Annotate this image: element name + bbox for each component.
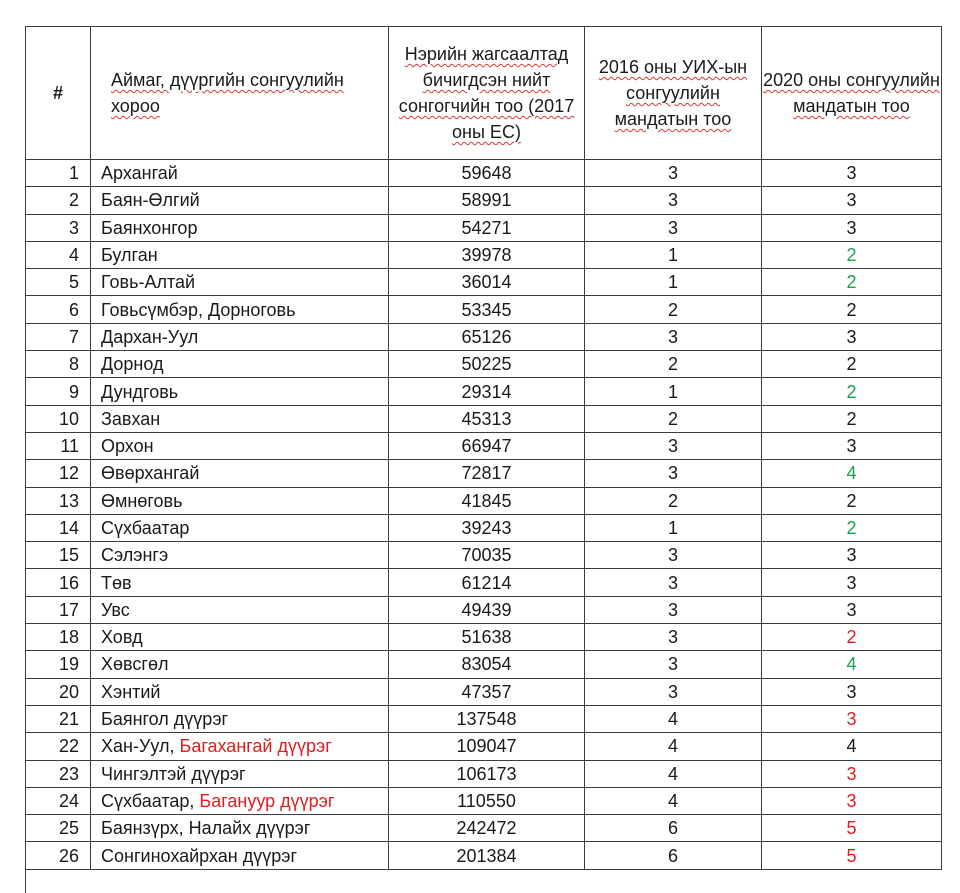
- row-number: 23: [26, 760, 91, 787]
- row-voter-count: 72817: [389, 460, 585, 487]
- row-number: 10: [26, 405, 91, 432]
- row-number: 2: [26, 187, 91, 214]
- row-mandates-2016: 3: [585, 651, 762, 678]
- committee-name-text: Өмнөговь: [101, 490, 183, 511]
- row-mandates-2016: 3: [585, 624, 762, 651]
- row-number: 26: [26, 842, 91, 869]
- row-mandates-2020: 4: [762, 651, 942, 678]
- committee-name-text: Завхан: [101, 408, 161, 429]
- row-voter-count: 58991: [389, 187, 585, 214]
- row-voter-count: 36014: [389, 269, 585, 296]
- row-number: 6: [26, 296, 91, 323]
- committee-name-text: Хэнтий: [101, 681, 161, 702]
- row-number: 8: [26, 351, 91, 378]
- row-number: 11: [26, 432, 91, 459]
- table-body: [26, 160, 942, 870]
- committee-name-text: Архангай: [101, 163, 178, 184]
- committee-name-highlight: Багахангай дүүрэг: [179, 736, 332, 757]
- table-row: [26, 378, 942, 405]
- header-number: #: [26, 27, 91, 160]
- row-mandates-2020: 3: [762, 323, 942, 350]
- row-voter-count: 51638: [389, 624, 585, 651]
- row-mandates-2020: 3: [762, 432, 942, 459]
- table-row: [26, 351, 942, 378]
- row-voter-count: 201384: [389, 842, 585, 869]
- row-committee-name: [91, 787, 389, 814]
- row-committee-name: [91, 760, 389, 787]
- row-committee-name: [91, 678, 389, 705]
- header-committee: [91, 27, 389, 160]
- row-number: 17: [26, 596, 91, 623]
- row-mandates-2016: 2: [585, 351, 762, 378]
- row-number: 9: [26, 378, 91, 405]
- row-voter-count: 70035: [389, 542, 585, 569]
- row-voter-count: 59648: [389, 160, 585, 187]
- row-committee-name: [91, 624, 389, 651]
- row-committee-name: [91, 378, 389, 405]
- row-voter-count: 49439: [389, 596, 585, 623]
- row-committee-name: [91, 214, 389, 241]
- table-row: [26, 514, 942, 541]
- row-voter-count: 45313: [389, 405, 585, 432]
- table-row: [26, 651, 942, 678]
- header-mandates-2020: [762, 27, 942, 160]
- row-number: 14: [26, 514, 91, 541]
- table-row: [26, 323, 942, 350]
- committee-name-text: Чингэлтэй дүүрэг: [101, 763, 246, 784]
- row-voter-count: 137548: [389, 705, 585, 732]
- table-row: [26, 487, 942, 514]
- table-row: [26, 542, 942, 569]
- row-voter-count: 66947: [389, 432, 585, 459]
- header-committee-label: Аймаг, дүүргийн сонгуулийн хороо: [111, 70, 344, 116]
- row-mandates-2020: 3: [762, 214, 942, 241]
- row-voter-count: 61214: [389, 569, 585, 596]
- committee-name-text: Баянзүрх, Налайх дүүрэг: [101, 818, 311, 839]
- row-committee-name: [91, 432, 389, 459]
- row-mandates-2020: 5: [762, 842, 942, 869]
- row-number: 21: [26, 705, 91, 732]
- table-row: [26, 787, 942, 814]
- table-row: [26, 760, 942, 787]
- row-committee-name: [91, 405, 389, 432]
- row-mandates-2016: 6: [585, 842, 762, 869]
- row-mandates-2020: 2: [762, 487, 942, 514]
- row-voter-count: 110550: [389, 787, 585, 814]
- committee-name-text: Говьсүмбэр, Дорноговь: [101, 299, 296, 320]
- row-mandates-2016: 3: [585, 596, 762, 623]
- row-mandates-2020: 2: [762, 241, 942, 268]
- table-row: [26, 405, 942, 432]
- row-mandates-2016: 3: [585, 569, 762, 596]
- row-voter-count: 83054: [389, 651, 585, 678]
- row-number: 5: [26, 269, 91, 296]
- row-voter-count: 41845: [389, 487, 585, 514]
- committee-name-text: Хөвсгөл: [101, 654, 169, 675]
- row-voter-count: 109047: [389, 733, 585, 760]
- row-number: 16: [26, 569, 91, 596]
- row-committee-name: [91, 160, 389, 187]
- row-committee-name: [91, 460, 389, 487]
- row-number: 19: [26, 651, 91, 678]
- row-mandates-2020: 3: [762, 787, 942, 814]
- row-committee-name: [91, 651, 389, 678]
- row-mandates-2016: 4: [585, 787, 762, 814]
- row-mandates-2016: 1: [585, 378, 762, 405]
- row-voter-count: 39243: [389, 514, 585, 541]
- committee-name-text: Сонгинохайрхан дүүрэг: [101, 845, 298, 866]
- committee-name-text: Дархан-Уул: [101, 326, 199, 347]
- row-mandates-2020: 3: [762, 542, 942, 569]
- row-voter-count: 54271: [389, 214, 585, 241]
- row-committee-name: [91, 569, 389, 596]
- row-voter-count: 106173: [389, 760, 585, 787]
- committee-name-highlight: Багануур дүүрэг: [199, 790, 335, 811]
- table-row: [26, 296, 942, 323]
- row-committee-name: [91, 542, 389, 569]
- committee-name-text: Дундговь: [101, 381, 179, 402]
- row-mandates-2020: 2: [762, 405, 942, 432]
- row-mandates-2016: 6: [585, 815, 762, 842]
- row-mandates-2020: 3: [762, 678, 942, 705]
- row-mandates-2016: 3: [585, 187, 762, 214]
- row-number: 18: [26, 624, 91, 651]
- committee-name-text: Баян-Өлгий: [101, 190, 200, 211]
- header-voters: [389, 27, 585, 160]
- row-number: 20: [26, 678, 91, 705]
- page-margin-line: [25, 866, 26, 893]
- mandates-table: [25, 26, 942, 870]
- row-number: 7: [26, 323, 91, 350]
- row-mandates-2016: 2: [585, 405, 762, 432]
- row-committee-name: [91, 733, 389, 760]
- row-mandates-2016: 4: [585, 733, 762, 760]
- committee-name-text: Сүхбаатар: [101, 518, 190, 538]
- table-row: [26, 842, 942, 869]
- row-number: 24: [26, 787, 91, 814]
- committee-name-text: Баянгол дүүрэг: [101, 709, 229, 730]
- row-mandates-2016: 2: [585, 487, 762, 514]
- row-mandates-2020: 3: [762, 760, 942, 787]
- committee-name-text: Өвөрхангай: [101, 463, 200, 484]
- committee-name-text: Баянхонгор: [101, 217, 198, 238]
- row-mandates-2020: 5: [762, 815, 942, 842]
- committee-name-text: Говь-Алтай: [101, 272, 196, 293]
- row-committee-name: [91, 514, 389, 541]
- header-voters-label: Нэрийн жагсаалтад бичигдсэн нийт сонгогчийн тоо (2017 оны ЕС): [398, 44, 575, 142]
- row-number: 12: [26, 460, 91, 487]
- row-committee-name: [91, 187, 389, 214]
- table-row: [26, 241, 942, 268]
- header-mandates-2016-label: 2016 оны УИХ-ын сонгуулийн мандатын тоо: [598, 57, 748, 129]
- row-mandates-2016: 1: [585, 269, 762, 296]
- row-committee-name: [91, 269, 389, 296]
- row-mandates-2020: 3: [762, 569, 942, 596]
- table-row: [26, 569, 942, 596]
- header-mandates-2020-label: 2020 оны сонгуулийн мандатын тоо: [763, 70, 940, 116]
- row-committee-name: [91, 596, 389, 623]
- committee-name-text: Төв: [101, 572, 132, 593]
- row-voter-count: 53345: [389, 296, 585, 323]
- row-mandates-2020: 2: [762, 378, 942, 405]
- row-committee-name: [91, 815, 389, 842]
- table-row: [26, 624, 942, 651]
- row-mandates-2020: 4: [762, 733, 942, 760]
- header-row: [26, 27, 942, 160]
- row-mandates-2016: 3: [585, 214, 762, 241]
- table-row: [26, 705, 942, 732]
- committee-name-text: Сүхбаатар,: [101, 790, 200, 811]
- row-number: 22: [26, 733, 91, 760]
- row-mandates-2016: 3: [585, 678, 762, 705]
- row-voter-count: 39978: [389, 241, 585, 268]
- table-row: [26, 187, 942, 214]
- row-mandates-2020: 3: [762, 187, 942, 214]
- row-mandates-2020: 2: [762, 514, 942, 541]
- row-mandates-2016: 3: [585, 432, 762, 459]
- row-number: 1: [26, 160, 91, 187]
- table-row: [26, 815, 942, 842]
- table-row: [26, 596, 942, 623]
- row-number: 4: [26, 241, 91, 268]
- table-row: [26, 214, 942, 241]
- row-committee-name: [91, 241, 389, 268]
- row-mandates-2020: 2: [762, 351, 942, 378]
- row-committee-name: [91, 842, 389, 869]
- row-committee-name: [91, 323, 389, 350]
- table-row: [26, 432, 942, 459]
- table-row: [26, 160, 942, 187]
- committee-name-text: Орхон: [101, 436, 154, 457]
- committee-name-text: Сэлэнгэ: [101, 545, 169, 566]
- row-mandates-2016: 1: [585, 241, 762, 268]
- row-mandates-2020: 3: [762, 596, 942, 623]
- row-number: 25: [26, 815, 91, 842]
- row-mandates-2016: 2: [585, 296, 762, 323]
- row-mandates-2016: 3: [585, 323, 762, 350]
- row-mandates-2016: 3: [585, 460, 762, 487]
- row-voter-count: 47357: [389, 678, 585, 705]
- row-committee-name: [91, 705, 389, 732]
- row-number: 3: [26, 214, 91, 241]
- row-mandates-2020: 4: [762, 460, 942, 487]
- table-row: [26, 678, 942, 705]
- committee-name-text: Хан-Уул,: [101, 736, 180, 757]
- row-committee-name: [91, 487, 389, 514]
- row-mandates-2020: 2: [762, 269, 942, 296]
- row-mandates-2016: 3: [585, 542, 762, 569]
- row-voter-count: 50225: [389, 351, 585, 378]
- committee-name-text: Булган: [101, 245, 158, 266]
- table-row: [26, 269, 942, 296]
- row-mandates-2016: 1: [585, 514, 762, 541]
- table-row: [26, 733, 942, 760]
- committee-name-text: Ховд: [101, 627, 143, 648]
- row-mandates-2020: 3: [762, 705, 942, 732]
- header-mandates-2016: [585, 27, 762, 160]
- row-mandates-2020: 3: [762, 160, 942, 187]
- row-voter-count: 242472: [389, 815, 585, 842]
- row-committee-name: [91, 296, 389, 323]
- table-row: [26, 460, 942, 487]
- committee-name-text: Дорнод: [101, 354, 164, 375]
- row-number: 13: [26, 487, 91, 514]
- row-mandates-2020: 2: [762, 624, 942, 651]
- committee-name-text: Увс: [101, 599, 130, 620]
- row-number: 15: [26, 542, 91, 569]
- row-voter-count: 29314: [389, 378, 585, 405]
- row-mandates-2016: 4: [585, 705, 762, 732]
- row-mandates-2016: 4: [585, 760, 762, 787]
- row-mandates-2020: 2: [762, 296, 942, 323]
- row-voter-count: 65126: [389, 323, 585, 350]
- row-committee-name: [91, 351, 389, 378]
- row-mandates-2016: 3: [585, 160, 762, 187]
